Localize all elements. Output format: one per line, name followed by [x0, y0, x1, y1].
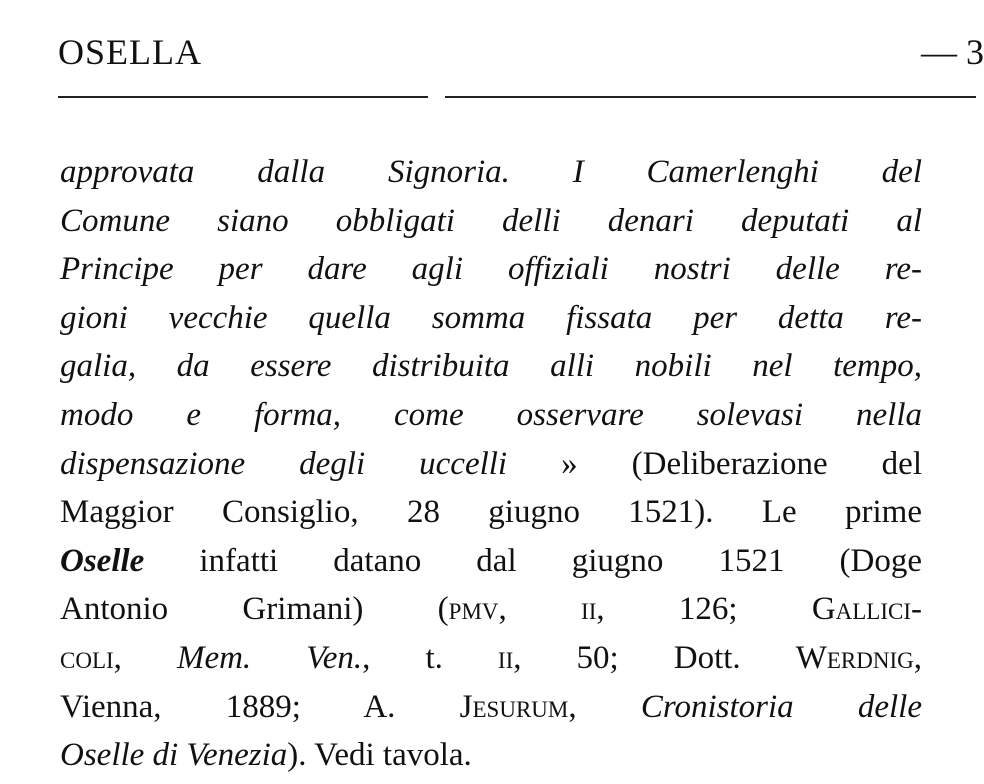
text-run: ). Vedi tavola. — [287, 737, 472, 774]
text-run: , 50; Dott. — [513, 639, 796, 676]
text-run: Werdnig — [795, 639, 914, 676]
page-header — [58, 28, 984, 76]
text-run: Maggior Consiglio, 28 giugno 1521). Le prime — [60, 494, 922, 531]
text-line — [60, 585, 922, 634]
text-run: , — [913, 639, 922, 676]
text-run: gioni vecchie quella somma fissata per detta re- — [60, 299, 922, 336]
text-line — [60, 294, 922, 343]
text-run: Principe per dare agli offiziali nostri delle re- — [60, 251, 922, 288]
text-run: , — [498, 591, 582, 628]
text-line — [60, 537, 922, 586]
text-run: Jesurum — [459, 688, 569, 725]
text-run: Mem. Ven. — [176, 639, 363, 676]
page-number: — 3 — [921, 32, 984, 72]
text-run: coli — [60, 639, 114, 676]
text-run: galia, da essere distribuita alli nobili nel tempo, — [60, 348, 922, 385]
text-line — [60, 197, 922, 246]
text-run: dispensazione degli uccelli — [60, 445, 508, 482]
text-run: , — [113, 639, 177, 676]
text-line — [60, 391, 922, 440]
text-run: » (Deliberazione del — [507, 445, 922, 482]
text-line — [60, 440, 922, 489]
text-run: Cronistoria delle — [640, 688, 922, 725]
body-paragraph — [60, 148, 922, 780]
running-head: OSELLA — [58, 32, 202, 72]
header-rule-right — [445, 96, 976, 98]
text-run: approvata dalla Signoria. I Camerlenghi del — [60, 154, 922, 190]
text-line — [60, 683, 922, 732]
text-line — [60, 245, 922, 294]
text-line — [60, 342, 922, 391]
text-run: , t. — [362, 639, 498, 676]
text-line — [60, 488, 922, 537]
text-run: modo e forma, come osservare solevasi nella — [60, 396, 922, 433]
text-run: Oselle — [60, 542, 145, 579]
text-run: Antonio Grimani) ( — [60, 591, 449, 628]
cut-off-next-line — [60, 768, 922, 784]
text-run: Vienna, 1889; A. — [60, 688, 460, 725]
text-run: , 126; — [596, 591, 812, 628]
text-line — [60, 148, 922, 197]
text-run: Gallici- — [811, 591, 923, 628]
text-run: ii — [497, 639, 514, 676]
text-run: Oselle di Venezia — [60, 737, 288, 774]
text-line — [60, 634, 922, 683]
text-run: Comune siano obbligati delli denari deputati al — [60, 202, 922, 239]
text-run: pmv — [448, 591, 499, 628]
header-rule-left — [58, 96, 428, 98]
text-run: , — [568, 688, 641, 725]
text-run: ii — [581, 591, 597, 628]
text-run: infatti datano dal giugno 1521 (Doge — [144, 542, 922, 579]
